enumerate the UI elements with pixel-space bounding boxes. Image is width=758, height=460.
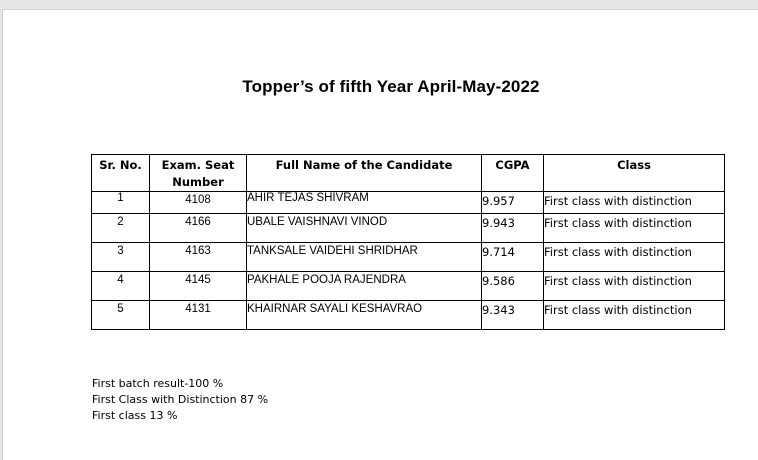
cell-class: First class with distinction [544, 192, 725, 214]
header-class: Class [544, 155, 725, 192]
cell-exam-seat: 4145 [150, 272, 247, 301]
summary-batch-result: First batch result-100 % [92, 377, 224, 390]
cell-sr-no: 1 [92, 192, 150, 214]
document-page [2, 9, 758, 460]
table-row [92, 214, 725, 243]
cell-sr-no: 2 [92, 214, 150, 243]
table-row [92, 243, 725, 272]
toppers-table [91, 154, 725, 330]
header-exam-seat-number: Exam. Seat Number [150, 155, 247, 192]
header-sr-no: Sr. No. [92, 155, 150, 192]
cell-class: First class with distinction [544, 214, 725, 243]
header-full-name: Full Name of the Candidate [247, 155, 482, 192]
table-row [92, 272, 725, 301]
cell-candidate-name: PAKHALE POOJA RAJENDRA [247, 272, 482, 301]
cell-exam-seat: 4163 [150, 243, 247, 272]
cell-candidate-name: UBALE VAISHNAVI VINOD [247, 214, 482, 243]
cell-sr-no: 4 [92, 272, 150, 301]
cell-class: First class with distinction [544, 243, 725, 272]
document-title: Topper’s of fifth Year April-May-2022 [242, 77, 540, 96]
summary-first-class: First class 13 % [92, 409, 178, 422]
summary-distinction: First Class with Distinction 87 % [92, 393, 269, 406]
cell-exam-seat: 4166 [150, 214, 247, 243]
cell-candidate-name: KHAIRNAR SAYALI KESHAVRAO [247, 301, 482, 330]
table-header-row [92, 155, 725, 192]
cell-candidate-name: TANKSALE VAIDEHI SHRIDHAR [247, 243, 482, 272]
cell-exam-seat: 4131 [150, 301, 247, 330]
cell-candidate-name: AHIR TEJAS SHIVRAM [247, 192, 482, 214]
cell-cgpa: 9.714 [482, 243, 544, 272]
header-cgpa: CGPA [482, 155, 544, 192]
cell-exam-seat: 4108 [150, 192, 247, 214]
cell-class: First class with distinction [544, 301, 725, 330]
cell-sr-no: 3 [92, 243, 150, 272]
result-summary [92, 376, 268, 424]
cell-sr-no: 5 [92, 301, 150, 330]
table-row [92, 301, 725, 330]
cell-class: First class with distinction [544, 272, 725, 301]
cell-cgpa: 9.586 [482, 272, 544, 301]
cell-cgpa: 9.343 [482, 301, 544, 330]
cell-cgpa: 9.943 [482, 214, 544, 243]
table-row [92, 192, 725, 214]
cell-cgpa: 9.957 [482, 192, 544, 214]
